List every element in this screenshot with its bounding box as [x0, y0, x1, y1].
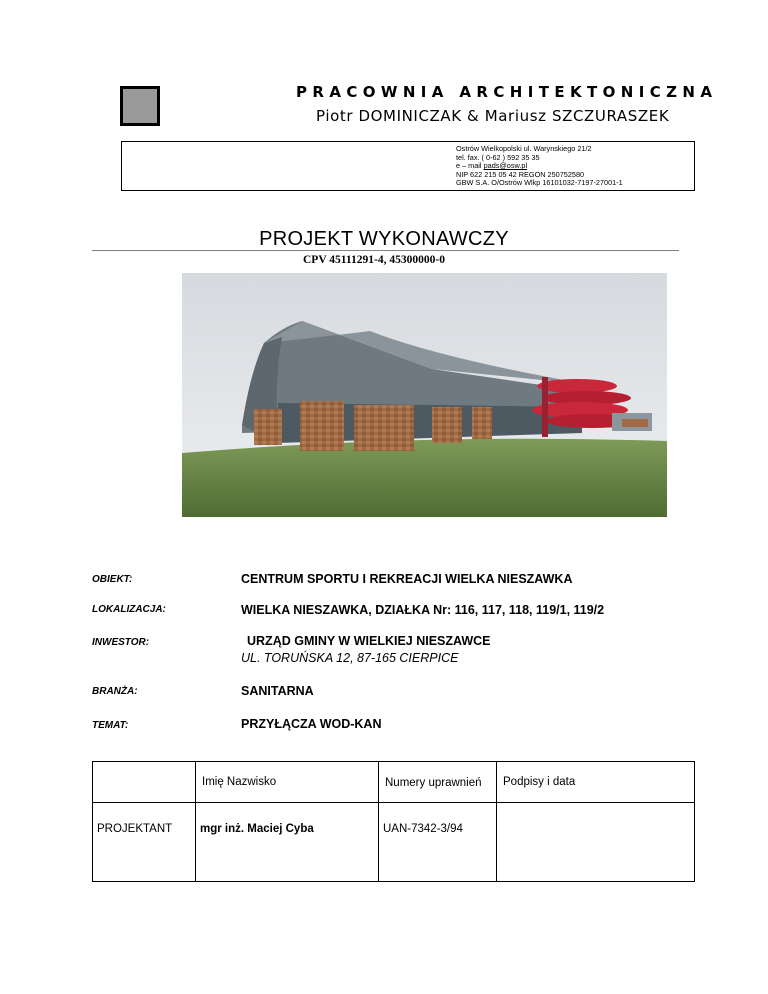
building-rendering-image: [182, 273, 667, 517]
branza-label: BRANŻA:: [92, 686, 138, 697]
signature-cell: [497, 803, 695, 882]
firm-name: PRACOWNIA ARCHITEKTONICZNA: [296, 83, 718, 101]
header-license: Numery uprawnień: [385, 777, 482, 789]
header-name: Imię Nazwisko: [202, 776, 277, 788]
inwestor-address: UL. TORUŃSKA 12, 87-165 CIERPICE: [241, 651, 459, 665]
header-cell: [497, 762, 695, 803]
title-divider: [92, 250, 679, 251]
inwestor-label: INWESTOR:: [92, 637, 150, 648]
firm-logo: [120, 86, 160, 126]
address-text: [456, 145, 623, 188]
signature: [497, 803, 694, 823]
header-cell: [379, 762, 497, 803]
lokalizacja-value: WIELKA NIESZAWKA, DZIAŁKA Nr: 116, 117, 118, 119/1, 119/2: [241, 603, 605, 617]
cpv-codes: CPV 45111291-4, 45300000-0: [303, 254, 445, 266]
table-row: [93, 803, 695, 882]
obiekt-label: OBIEKT:: [92, 574, 133, 585]
signature-table-header: [93, 762, 695, 803]
signature-table: [92, 761, 695, 882]
name-cell: [196, 803, 379, 882]
header-empty-cell: [93, 762, 196, 803]
email-link[interactable]: pads@osw.pl: [483, 161, 528, 171]
address-box: [121, 141, 695, 191]
bank-line: GBW S.A. O/Ostrów Wlkp 16101032-7197-27001-1: [456, 178, 623, 188]
building-rendering: [182, 273, 667, 517]
designer-name: mgr inż. Maciej Cyba: [200, 823, 314, 835]
phone-line: tel. fax. ( 0-62 ) 592 35 35: [456, 152, 540, 162]
nip-line: NIP 622 215 05 42 REGON 250752580: [456, 169, 585, 179]
branza-value: SANITARNA: [241, 684, 314, 698]
header-signature: Podpisy i data: [503, 776, 576, 788]
license-cell: [379, 803, 497, 882]
firm-partners: Piotr DOMINICZAK & Mariusz SZCZURASZEK: [316, 107, 670, 125]
email-prefix: e – mail: [456, 161, 484, 171]
header-cell: [196, 762, 379, 803]
temat-label: TEMAT:: [92, 720, 129, 731]
license-number: UAN-7342-3/94: [383, 823, 463, 835]
lokalizacja-label: LOKALIZACJA:: [92, 604, 166, 615]
role: PROJEKTANT: [97, 823, 173, 835]
address-line: Ostrów Wielkopolski ul. Warynskiego 21/2: [456, 144, 592, 153]
obiekt-value: CENTRUM SPORTU I REKREACJI WIELKA NIESZAWKA: [241, 572, 573, 586]
inwestor-value: URZĄD GMINY W WIELKIEJ NIESZAWCE: [247, 634, 491, 648]
document-title: PROJEKT WYKONAWCZY: [259, 228, 509, 250]
temat-value: PRZYŁĄCZA WOD-KAN: [241, 717, 382, 731]
role-cell: [93, 803, 196, 882]
